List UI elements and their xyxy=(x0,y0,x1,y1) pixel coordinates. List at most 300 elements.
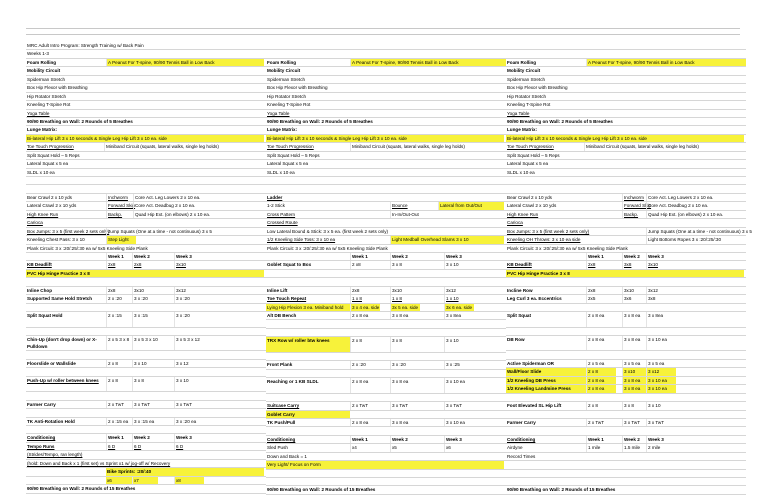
sheet-row xyxy=(266,337,506,353)
value-cell: 3 x 5 ea xyxy=(646,360,676,367)
value-cell: Week 3 xyxy=(646,436,676,443)
value-cell: 2 x TwT xyxy=(586,419,616,426)
value-cell: 2 x 8 ea xyxy=(586,377,616,384)
value-cell: 6 D xyxy=(132,443,158,450)
value-cell: 1 x 8 xyxy=(350,295,380,302)
sheet-row xyxy=(506,453,746,461)
sheet-row xyxy=(506,59,746,67)
value-cell: 3x10 xyxy=(174,261,204,268)
value-cell: 3 x 4 ea. side xyxy=(352,304,380,310)
sheet-row xyxy=(506,270,746,278)
value-cell: 3 x 8 ea xyxy=(390,312,420,319)
sheet-row xyxy=(26,245,266,253)
sheet-row xyxy=(266,261,506,269)
value-cell: 3 x 10 xyxy=(174,377,204,392)
sheet-row xyxy=(26,126,266,134)
sheet-row xyxy=(26,418,266,426)
exercise-cell: Inline Lift xyxy=(267,287,288,293)
value-cell: 3 x 8 ea xyxy=(622,385,646,392)
sheet-row xyxy=(26,169,266,177)
value-cell: Light Bottoms Ropes 3 x :20/:25/:30 xyxy=(646,236,744,243)
value-cell: 3 x 8 xyxy=(390,337,420,352)
value-cell: 2 x 8 ea xyxy=(586,312,616,327)
exercise-cell: Toe Touch Repeat xyxy=(267,296,307,302)
value-cell: 3 x 8 ea xyxy=(622,312,646,327)
spacer-row xyxy=(506,185,746,193)
value-cell: Quad Hip Ext. (on elbows) 2 x 10 ea. xyxy=(646,211,744,218)
sheet-row xyxy=(26,270,266,278)
spacer-row xyxy=(266,320,506,328)
sheet-row xyxy=(266,194,506,202)
spacer-row xyxy=(26,426,266,434)
value-cell: A Peanut For T-spine, 90/90 Tennis Ball in Low Back xyxy=(586,59,746,66)
value-cell: 3 x 5 3 x 12 xyxy=(174,336,204,351)
exercise-cell: Split Squat Hold xyxy=(27,313,63,318)
value-cell: 3x12 xyxy=(444,287,474,294)
sheet-row xyxy=(266,110,506,118)
value-cell: 3 x TwT xyxy=(390,402,420,409)
exercise-cell: Plank Circuit: 3 x :20/:25/:30 ea w/ 5x5 Kneeling Side Plank xyxy=(27,245,148,251)
spacer-row xyxy=(26,368,266,376)
value-cell: In-In/Out-Out xyxy=(390,211,438,218)
exercise-cell: 1/2 Kneeling Landmine Press xyxy=(506,385,586,392)
value-cell: 2 x :20 xyxy=(106,295,132,302)
sheet-row xyxy=(266,253,506,261)
spacer-row xyxy=(506,42,746,50)
sheet-row xyxy=(26,236,266,244)
exercise-cell: Box Hip Flexor with Breathing xyxy=(507,85,568,91)
sheet-row xyxy=(26,360,266,368)
exercise-cell: Lateral Squat x 5 ea xyxy=(507,161,549,167)
sheet-row xyxy=(506,419,746,427)
value-cell: 3x10 xyxy=(390,287,420,294)
value-cell: 2 x 8 xyxy=(106,360,132,367)
value-cell: 3 x 8 xyxy=(132,377,158,392)
sheet-row xyxy=(26,135,266,143)
value-cell: Core Act. Deadbug 2 x 10 ea. xyxy=(646,202,744,209)
sheet-row xyxy=(26,477,266,485)
exercise-cell: Alt DB Bench xyxy=(267,313,297,318)
value-cell: 3 x :15 ea xyxy=(132,418,158,425)
exercise-cell: Yoga Table xyxy=(267,110,290,116)
value-cell: 3x8 xyxy=(622,261,646,268)
spacer-row xyxy=(266,278,506,286)
value-cell: Week 2 xyxy=(132,253,158,260)
value-cell: Week 3 xyxy=(444,436,474,443)
sheet-row xyxy=(506,135,746,143)
exercise-cell: Kneeling Chest Pass: 3 x 10 xyxy=(27,237,85,243)
exercise-cell: Split Squat xyxy=(507,313,531,318)
sheet-row xyxy=(506,152,746,160)
value-cell: 3 x 8ea xyxy=(646,312,676,327)
sheet-row xyxy=(506,211,746,219)
exercise-cell: Inline Chop xyxy=(27,287,53,293)
exercise-cell: Conditioning xyxy=(27,435,56,441)
exercise-cell: Goblet Carry xyxy=(266,411,350,418)
value-cell: 2x5 xyxy=(586,295,616,302)
value-cell: 3x6 xyxy=(622,295,646,302)
sheet-row xyxy=(506,261,746,269)
sheet-row xyxy=(506,360,746,368)
sheet-row xyxy=(506,219,746,227)
exercise-cell: Mobility Circuit xyxy=(27,68,61,74)
value-cell: 3 x 8 ea xyxy=(622,336,646,351)
spacer-row xyxy=(266,353,506,361)
value-cell: Backp. xyxy=(106,211,131,218)
value-cell: 2x8 xyxy=(132,261,158,268)
sheet-row xyxy=(266,453,506,461)
sheet-row xyxy=(506,402,746,410)
exercise-cell: Carioca xyxy=(27,220,43,226)
spacer-row xyxy=(506,50,746,58)
sheet-row xyxy=(26,253,266,261)
value-cell: 6 D xyxy=(106,443,132,450)
exercise-cell: 90/90 Breathing on Wall: 2 Rounds of 15 Breathes xyxy=(267,487,376,493)
value-cell: Miniband Circuit (squats, lateral walks, single leg holds) xyxy=(350,143,506,150)
spacer-row xyxy=(266,42,506,50)
exercise-cell: Mobility Circuit xyxy=(267,68,301,74)
sheet-row xyxy=(506,486,746,494)
exercise-cell: Push-Up w/ roller between knees xyxy=(27,377,99,383)
sheet-row xyxy=(266,361,506,369)
sheet-row xyxy=(26,194,266,202)
sheet-row xyxy=(506,377,746,385)
value-cell: 3 x :20 xyxy=(174,312,204,327)
exercise-cell: Plank Circuit: 3 x :20/:25/:30 ea w/ 5x5 Kneeling Side Plank xyxy=(267,245,388,251)
value-cell: 3 x 10 ea xyxy=(646,336,676,351)
spacer-row xyxy=(506,351,746,359)
spacer-row xyxy=(506,411,746,419)
value-cell: Core Act. Leg Lowers 2 x 10 ea. xyxy=(133,194,264,201)
value-cell: 3 x 10 ea xyxy=(646,377,676,384)
program-column-2 xyxy=(266,42,506,495)
value-cell: 2 mile xyxy=(646,444,676,451)
value-cell: 3x 6 ea. side xyxy=(446,304,473,310)
exercise-cell: KB Deadlift xyxy=(507,262,532,268)
value-cell: Jump Squats (One at a time - not continuous) 3 x 5 xyxy=(106,228,264,235)
value-cell: 3 x 8 ea xyxy=(390,419,420,426)
sheet-row xyxy=(506,436,746,444)
spacer-row xyxy=(506,427,746,435)
value-cell: 3x8 xyxy=(646,295,676,302)
sheet-row xyxy=(266,59,506,67)
sheet-row xyxy=(506,287,746,295)
exercise-cell: Kneeling OH Throws: 3 x 10 ea side xyxy=(507,237,581,243)
sheet-row xyxy=(26,434,266,442)
value-cell: 3 x TwT xyxy=(174,401,204,408)
sheet-row xyxy=(266,228,506,236)
exercise-cell: Lunge Matrix: xyxy=(27,127,58,133)
spacer-row xyxy=(266,478,506,486)
value-cell: 2 x :20 xyxy=(350,361,380,368)
sheet-row xyxy=(506,118,746,126)
exercise-cell: Kneeling T-Spine Rot xyxy=(507,102,551,108)
exercise-cell: Kneeling T-Spine Rot xyxy=(267,102,311,108)
value-cell: 2 x :15 xyxy=(106,312,132,327)
exercise-cell: Floorslide or Wallslide xyxy=(27,360,76,366)
value-cell: 3 x :20 ea xyxy=(174,418,204,425)
exercise-cell: PVC Hip Hinge Practice 3 x 8 xyxy=(26,270,264,277)
sheet-row xyxy=(26,287,266,295)
exercise-cell: Conditioning xyxy=(267,436,296,442)
value-cell: Jump Squats (One at a time - not continuous) 3 x 5 xyxy=(648,228,752,234)
sheet-row xyxy=(506,228,752,236)
exercise-cell: Yoga Table xyxy=(27,110,50,116)
sheet-row xyxy=(506,202,746,210)
exercise-cell xyxy=(506,253,586,260)
value-cell: Week 1 xyxy=(350,436,380,443)
exercise-cell: SLDL x 10 ea xyxy=(27,169,55,175)
sheet-row xyxy=(266,419,506,427)
sheet-row xyxy=(266,211,506,219)
value-cell: 2 x TwT xyxy=(106,401,132,408)
spacer-row xyxy=(266,470,506,478)
sheet-row xyxy=(506,160,746,168)
value-cell: Week 1 xyxy=(350,253,380,260)
exercise-cell: Weeks 1-3 xyxy=(27,51,49,57)
spacer-row xyxy=(266,394,506,402)
value-cell: 3 x 10 xyxy=(444,337,474,352)
value-cell: 3 x 10 ea xyxy=(646,385,676,392)
exercise-cell: (Strides/Tempo, ran length) xyxy=(27,452,83,458)
sheet-row xyxy=(26,451,266,459)
sheet-row xyxy=(266,295,506,303)
value-cell: 3 x TwT xyxy=(646,419,676,426)
sheet-row xyxy=(266,160,506,168)
exercise-cell: Goblet Squat to Box xyxy=(267,262,312,268)
exercise-cell: Down and Back = 1 xyxy=(267,453,307,459)
spacer-row xyxy=(506,461,746,469)
exercise-cell: Foam Rolling xyxy=(27,59,57,65)
exercise-cell: Box Jumps: 3 x 5 (first week 2 sets only) xyxy=(507,228,590,234)
value-cell: 3 x 12 xyxy=(174,360,204,367)
sheet-row xyxy=(506,245,746,253)
value-cell: 3 x 5 ea xyxy=(622,360,646,367)
value-cell: 2 x 8 xyxy=(106,377,132,392)
value-cell: A Peanut For T-spine, 90/90 Tennis Ball in Low Back xyxy=(350,59,506,66)
value-cell: 2 x 5 ea xyxy=(586,360,616,367)
exercise-cell: Plank Circuit: 3 x :20/:25/:30 ea w/ 5x5 Kneeling Side Plank xyxy=(507,245,628,251)
sheet-row xyxy=(26,401,266,409)
value-cell: 1 x 10 xyxy=(444,295,474,302)
sheet-row xyxy=(26,312,266,328)
sheet-row xyxy=(26,101,266,109)
value-cell: 2 x 8 ea xyxy=(350,419,380,426)
sheet-row xyxy=(266,461,506,469)
exercise-cell: Spiderman Stretch xyxy=(507,76,546,82)
program-column-3 xyxy=(506,42,752,495)
sheet-row xyxy=(506,236,746,244)
sheet-row xyxy=(26,460,266,468)
sheet-row xyxy=(266,219,506,227)
sheet-row xyxy=(266,126,506,134)
sheet-row xyxy=(26,219,266,227)
value-cell: 2x8 xyxy=(106,261,132,268)
value-cell: 1 mile xyxy=(586,444,616,451)
value-cell: Inchworm xyxy=(106,194,131,201)
value-cell: 3 x :15 xyxy=(132,312,158,327)
exercise-cell: 90/90 Breathing on Wall: 2 Rounds of 5 Breathes xyxy=(267,118,373,124)
sheet-row xyxy=(506,385,746,393)
exercise-cell: Incline Row xyxy=(507,287,533,293)
sheet-row xyxy=(506,194,746,202)
value-cell: 3 x TwT xyxy=(132,401,158,408)
spacer-row xyxy=(266,50,506,58)
value-cell: Miniband Circuit (squats, lateral walks, single leg holds) xyxy=(584,143,744,150)
exercise-cell: Split Squat Hold – 5 Reps xyxy=(507,152,560,158)
value-cell: 3 x :25 xyxy=(444,361,474,368)
sheet-row xyxy=(506,368,746,376)
exercise-cell: Split Squat Hold – 5 Reps xyxy=(27,152,80,158)
sheet-row xyxy=(506,253,746,261)
sheet-row xyxy=(266,312,506,320)
exercise-cell: Hip Rotator Stretch xyxy=(27,93,67,99)
top-rule xyxy=(26,28,740,35)
exercise-cell: 90/90 Breathing on Wall: 2 Rounds of 5 Breathes xyxy=(507,118,613,124)
exercise-cell: Very Light/ Focus on Form xyxy=(266,461,504,468)
value-cell: 3 x 8 ea xyxy=(390,378,420,393)
value-cell: 3 x :20 xyxy=(174,295,204,302)
sheet-row xyxy=(506,84,746,92)
exercise-cell: Mobility Circuit xyxy=(507,68,541,74)
value-cell: x8 xyxy=(174,477,204,484)
spacer-row xyxy=(506,478,746,486)
sheet-row xyxy=(26,50,266,58)
exercise-cell: SLDL x 10 ea xyxy=(507,169,535,175)
spacer-row xyxy=(266,427,506,435)
value-cell: 3x 5 ea. side xyxy=(392,304,419,310)
spacer-row xyxy=(266,177,506,185)
value-cell: 1 x 8 xyxy=(390,295,420,302)
exercise-cell xyxy=(26,253,106,260)
value-cell: A Peanut For T-spine, 90/90 Tennis Ball in Low Back xyxy=(106,59,264,66)
sheet-row xyxy=(26,443,266,451)
exercise-cell: Bi-lateral Hip Lift 3 x 10 seconds & Single Leg Hip Lift 3 x 10 ea. side xyxy=(506,135,744,142)
value-cell: 6 D xyxy=(174,443,204,450)
sheet-row xyxy=(266,411,506,419)
exercise-cell: Active Spiderman OR xyxy=(507,360,554,366)
value-cell: 3 x 8 xyxy=(390,261,420,268)
exercise-cell: Crossed Route xyxy=(267,220,298,226)
sheet-row xyxy=(26,377,266,393)
sheet-row xyxy=(266,118,506,126)
spacer-row xyxy=(266,185,506,193)
exercise-cell: Carioca xyxy=(507,220,523,226)
sheet-row xyxy=(266,378,506,394)
exercise-cell: Spiderman Stretch xyxy=(27,76,66,82)
sheet-row xyxy=(506,76,746,84)
value-cell: Step Light xyxy=(106,236,136,243)
exercise-cell: 1/2 Kneeling Side Toss: 3 x 10 ea xyxy=(267,237,336,243)
sheet-row xyxy=(26,93,266,101)
value-cell: 2 x 8 xyxy=(586,368,616,375)
value-cell: Week 3 xyxy=(174,434,204,441)
value-cell: 2 x 8 ea xyxy=(350,378,380,393)
exercise-cell: Kneeling T-Spine Rot xyxy=(27,102,71,108)
exercise-cell: Supported Same Hold Stretch xyxy=(27,296,93,302)
value-cell: 3 x :20 xyxy=(132,295,158,302)
exercise-cell: Hip Rotator Stretch xyxy=(267,93,307,99)
exercise-cell: Lunge Matrix: xyxy=(507,127,538,133)
value-cell: 3 x 8 xyxy=(622,402,646,409)
value-cell: 3x10 xyxy=(646,261,676,268)
sheet-row xyxy=(266,304,506,312)
sheet-row xyxy=(266,202,506,210)
exercise-cell: Bi-lateral Hip Lift 3 x 10 seconds & Single Leg Hip Lift 3 x 10 ea. side xyxy=(26,135,264,142)
sheet-row xyxy=(26,84,266,92)
value-cell: 3 x 10 ea xyxy=(444,419,474,426)
spacer-row xyxy=(26,304,266,312)
value-cell: Week 2 xyxy=(390,436,420,443)
spacer-row xyxy=(506,394,746,402)
sheet-row xyxy=(506,295,746,303)
exercise-cell: Conditioning xyxy=(507,436,536,442)
sheet-row xyxy=(26,160,266,168)
sheet-row xyxy=(266,287,506,295)
exercise-cell: DB Row xyxy=(507,336,525,342)
exercise-cell: Farmer Carry xyxy=(27,401,56,407)
exercise-cell: Box Hip Flexor with Breathing xyxy=(27,85,88,91)
sheet-row xyxy=(266,152,506,160)
value-cell: Core Act. Leg Lowers 2 x 10 ea. xyxy=(646,194,744,201)
exercise-cell: (hold: Down and Back x 1 (first set) vs Sprint x1 w/ jog-off w/ Recovery xyxy=(27,460,171,466)
sheet-row xyxy=(26,118,266,126)
sheet-row xyxy=(506,312,746,328)
spacer-row xyxy=(266,270,506,278)
spacer-row xyxy=(506,278,746,286)
value-cell: Week 1 xyxy=(586,253,616,260)
exercise-cell: Wall/Floor Slide xyxy=(506,368,586,375)
value-cell: Forward Skip xyxy=(108,203,136,209)
sheet-row xyxy=(26,143,266,151)
sheet-row xyxy=(266,101,506,109)
exercise-cell: Box Hip Flexor with Breathing xyxy=(267,85,328,91)
value-cell: Bounce xyxy=(390,202,420,209)
exercise-cell: Bi-lateral Hip Lift 3 x 10 seconds & Single Leg Hip Lift 3 x 10 ea. side xyxy=(266,135,504,142)
value-cell: 2x8 xyxy=(586,261,616,268)
value-cell: 3 x TwT xyxy=(444,402,474,409)
sheet-row xyxy=(26,59,266,67)
sheet-row xyxy=(506,93,746,101)
spacer-row xyxy=(266,329,506,337)
exercise-cell: 90/90 Breathing on Wall: 2 Rounds of 15 Breathes xyxy=(507,487,616,493)
sheet-row xyxy=(266,76,506,84)
value-cell: x7 xyxy=(132,477,158,484)
exercise-cell: Yoga Table xyxy=(507,110,530,116)
sheet-row xyxy=(266,93,506,101)
value-cell: 2x8 xyxy=(586,287,616,294)
exercise-cell: Low Lateral Bound & Stick: 3 x 5 ea. (first week 2 sets only) xyxy=(267,228,389,234)
value-cell: 2 x 8 xyxy=(586,402,616,409)
sheet-row xyxy=(266,444,506,452)
sheet-row xyxy=(26,336,266,352)
exercise-cell: x6 xyxy=(106,477,132,484)
spacer-row xyxy=(506,328,746,336)
exercise-cell xyxy=(266,253,350,260)
value-cell: 3 x 10 ea xyxy=(444,378,474,393)
value-cell: Miniband Circuit (squats, lateral walks, single leg holds) xyxy=(104,143,264,150)
sheet-row xyxy=(26,152,266,160)
exercise-cell: 1/2 Kneeling DB Press xyxy=(506,377,586,384)
sheet-row xyxy=(506,67,746,75)
value-cell: 2 x :15 ea xyxy=(106,418,132,425)
value-cell: x5 xyxy=(390,444,420,451)
value-cell: 3x10 xyxy=(132,287,158,294)
value-cell: x4 xyxy=(350,444,380,451)
sheet-row xyxy=(506,101,746,109)
value-cell: Week 1 xyxy=(586,436,616,443)
sheet-row xyxy=(266,402,506,410)
